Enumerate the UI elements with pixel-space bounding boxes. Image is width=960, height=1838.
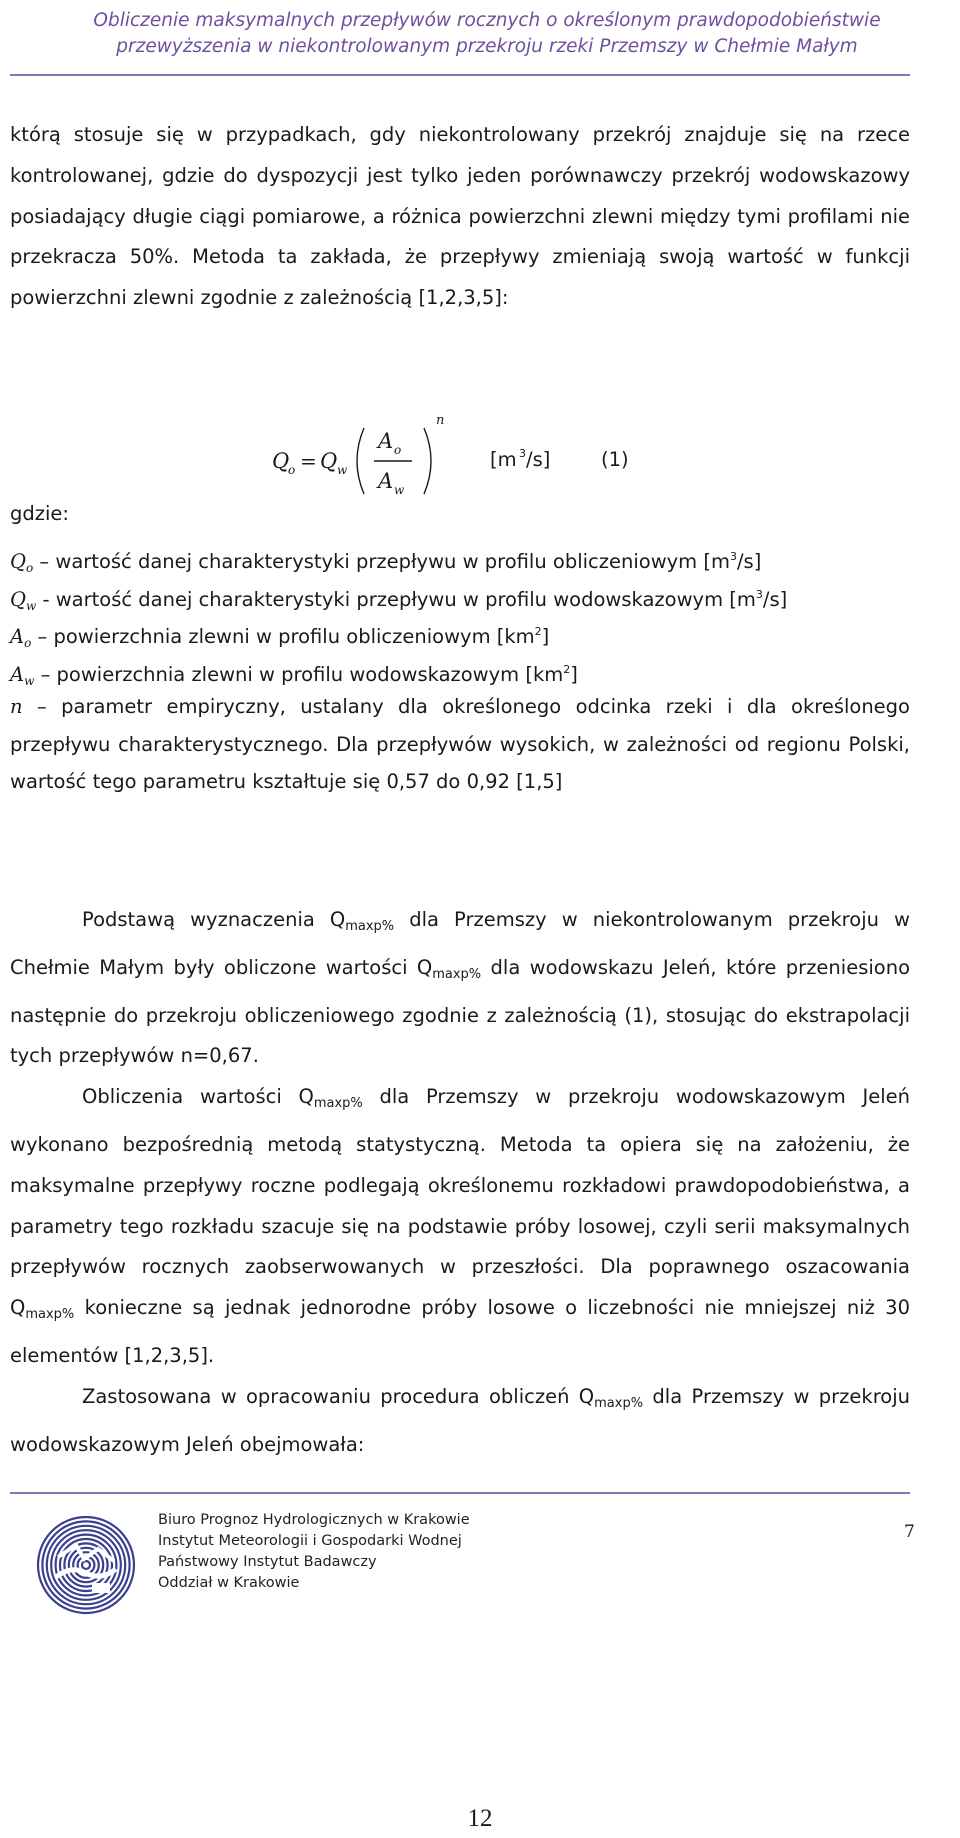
institution-line-3: Państwowy Instytut Badawczy — [158, 1554, 377, 1570]
subscript-maxp: maxp% — [594, 1395, 644, 1411]
definition-text: – powierzchnia zlewni w profilu wodowskazowym [km — [34, 662, 564, 686]
definition-ao — [10, 613, 910, 651]
paragraph-method-intro: którą stosuje się w przypadkach, gdy niekontrolowany przekrój znajduje się na rzece kontrolowanej, gdzie do dyspozycji jest tylko jeden porównawczy przekrój wodowskazowy posiadający długie ciągi pomiarowe, a różnica powierzchni zlewni między tymi profilami nie przekracza 50%. Metoda ta zakłada, że przepływy zmieniają swoją wartość w funkcji powierzchni zlewni zgodnie z zależnością [1,2,3,5]: — [10, 123, 910, 310]
document-header — [72, 8, 902, 60]
symbol-q: Q — [10, 587, 26, 611]
eq-numerator: A — [378, 429, 394, 453]
institution-line-2: Instytut Meteorologii i Gospodarki Wodnej — [158, 1533, 462, 1549]
unit-sup: 2 — [563, 662, 571, 676]
eq-lhs-sub: o — [288, 463, 296, 477]
imgw-logo — [36, 1515, 136, 1615]
text-run: dla wodowskazu Jeleń, które przeniesiono następnie do przekroju obliczeniowego zgodnie z zależnością (1), stosując do ekstrapolacji tych przepływów n=0,67. — [10, 955, 911, 1068]
unit-end: /s] — [762, 587, 788, 611]
eq-unit-close: /s] — [526, 448, 551, 471]
text-run: dla Przemszy w przekroju wodowskazowym Jeleń wykonano bezpośrednią metodą statystyczną. Metoda ta opiera się na założeniu, że maksymalne przepływy roczne podlegają określonemu rozkładowi prawdopodobieństwa, a parametry tego rozkładu szacuje się na podstawie próby losowej, czyli serii maksymalnych przepływów rocznych zaobserwowanych w przeszłości. Dla poprawnego oszacowania Q — [10, 1085, 910, 1320]
definition-text: – parametr empiryczny, ustalany dla określonego odcinka rzeki i dla określonego przepływu charakterystycznego. Dla przepływów wysokich, w zależności od regionu Polski, wartość tego parametru kształtuje się 0,57 do 0,92 [1,5] — [10, 695, 910, 793]
symbol-q: Q — [10, 550, 26, 573]
symbol-a: A — [10, 625, 25, 648]
symbol-a: A — [10, 662, 25, 686]
page-number: 12 — [467, 1805, 493, 1832]
definition-aw — [10, 651, 910, 689]
header-line-1: Obliczenie maksymalnych przepływów rocznych o określonym prawdopodobieństwie — [93, 10, 881, 31]
where-label: gdzie: — [10, 502, 69, 525]
text-run: dla Przemszy w niekontrolowanym przekroju w Chełmie Małym były obliczone wartości Q — [10, 908, 910, 979]
definition-qo — [10, 538, 910, 576]
unit-end: /s] — [736, 550, 762, 573]
symbol-sub: o — [26, 561, 34, 575]
symbol-sub: o — [24, 636, 32, 650]
institution-line-4: Oddział w Krakowie — [158, 1575, 300, 1591]
symbol-sub: w — [26, 598, 37, 613]
eq-denominator: A — [378, 469, 394, 493]
definition-qw — [10, 576, 910, 614]
report-page-number: 7 — [904, 1522, 915, 1542]
eq-denominator-sub: w — [394, 483, 405, 497]
eq-equals: = — [300, 449, 317, 473]
footer-divider — [10, 1492, 910, 1494]
unit-sup: 3 — [729, 550, 737, 563]
header-line-2: przewyższenia w niekontrolowanym przekroju rzeki Przemszy w Chełmie Małym — [116, 36, 858, 57]
subscript-maxp: maxp% — [313, 1096, 363, 1112]
eq-number: (1) — [601, 448, 629, 471]
eq-rhs-sub: w — [337, 463, 348, 477]
eq-lhs: Q — [272, 449, 290, 473]
equation-graphic — [0, 410, 960, 500]
eq-unit-sup: 3 — [519, 447, 526, 460]
definitions-list — [10, 538, 910, 801]
symbol-sub: w — [24, 673, 35, 688]
eq-numerator-sub: o — [394, 443, 402, 457]
text-run: Zastosowana w opracowaniu procedura obliczeń Q — [82, 1384, 595, 1408]
equation-1 — [0, 410, 960, 500]
text-run: Obliczenia wartości Q — [82, 1085, 314, 1109]
subscript-maxp: maxp% — [25, 1307, 75, 1323]
text-run: konieczne są jednak jednorodne próby losowe o liczebności nie mniejszej niż 30 elementów [1,2,3,5]. — [10, 1296, 910, 1367]
subscript-maxp: maxp% — [345, 919, 395, 934]
eq-unit-open: [m — [490, 448, 517, 471]
unit-sup: 3 — [755, 587, 763, 601]
eq-exponent: n — [436, 413, 445, 428]
text-run: Podstawą wyznaczenia Q — [82, 908, 346, 931]
eq-left-paren — [357, 428, 364, 494]
definition-text: – wartość danej charakterystyki przepływu w profilu obliczeniowym [m — [33, 550, 730, 573]
definition-text: - wartość danej charakterystyki przepływu w profilu wodowskazowym [m — [36, 587, 756, 611]
unit-end: ] — [541, 625, 550, 648]
institution-line-1: Biuro Prognoz Hydrologicznych w Krakowie — [158, 1512, 470, 1528]
text-run: dla Przemszy w przekroju wodowskazowym Jeleń obejmowała: — [10, 1384, 910, 1456]
definition-text: – powierzchnia zlewni w profilu obliczeniowym [km — [31, 625, 535, 648]
eq-rhs: Q — [320, 449, 338, 473]
header-divider — [10, 74, 910, 76]
symbol-n: n — [10, 695, 23, 718]
unit-sup: 2 — [534, 625, 542, 638]
paragraph-basis — [10, 900, 910, 1465]
subscript-maxp: maxp% — [432, 966, 482, 982]
eq-right-paren — [424, 428, 431, 494]
definition-n — [10, 688, 910, 801]
unit-end: ] — [570, 662, 578, 686]
institution-block — [158, 1510, 470, 1594]
